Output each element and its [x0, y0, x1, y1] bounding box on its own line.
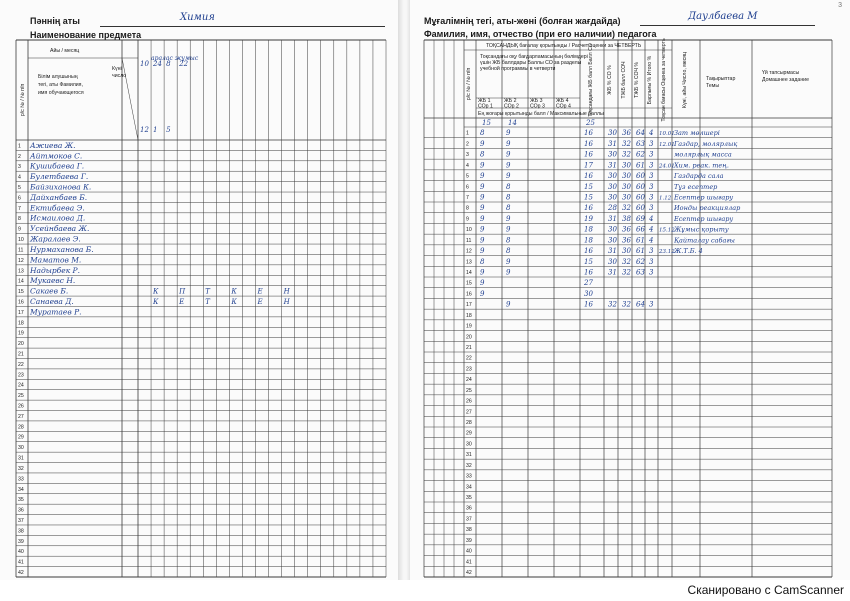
score-value: 17 — [584, 161, 593, 170]
score-value: 32 — [622, 300, 631, 309]
row-number: 20 — [466, 334, 472, 341]
absence-mark: Т — [205, 287, 210, 296]
row-number: 38 — [18, 528, 24, 535]
row-number: 9 — [466, 216, 469, 223]
score-value: 36 — [622, 129, 631, 138]
score-value: 9 — [480, 279, 485, 288]
subject-label-ru: Наименование предмета — [30, 30, 142, 40]
score-value: 16 — [584, 150, 593, 159]
row-number: 24 — [466, 377, 472, 384]
score-value: 30 — [608, 236, 617, 245]
row-number: 11 — [18, 247, 24, 254]
row-number: 11 — [466, 237, 472, 244]
student-name: Надырбек Р. — [30, 265, 80, 275]
score-value: 16 — [584, 300, 593, 309]
score-value: 4 — [649, 129, 654, 138]
sor-col: ЖБ 2 — [504, 98, 517, 104]
row-number: 16 — [466, 291, 472, 298]
score-value: 31 — [608, 214, 617, 223]
score-value: 60 — [636, 193, 645, 202]
lesson-topic: Зат мөлшері — [674, 129, 720, 138]
score-value: 4 — [649, 225, 654, 234]
row-number: 29 — [18, 434, 24, 441]
lesson-topic: Жұмыс қорыту — [674, 225, 729, 234]
sor-col: ЖБ 3 — [530, 98, 543, 104]
row-number: 7 — [18, 205, 21, 212]
lesson-topic: Есептер шығару — [674, 193, 734, 202]
student-name: Маматов М. — [30, 255, 82, 265]
student-name: Байзиханова К. — [30, 182, 92, 192]
row-number: 33 — [18, 476, 24, 483]
topic-header: Тақырыптар — [706, 76, 736, 82]
row-number: 38 — [466, 527, 472, 534]
row-number: 10 — [18, 237, 24, 244]
score-value: 3 — [649, 172, 654, 181]
row-number: 17 — [466, 302, 472, 309]
score-value: 3 — [649, 268, 654, 277]
score-value: 9 — [480, 172, 485, 181]
row-number: 8 — [466, 205, 469, 212]
score-value: 8 — [480, 150, 485, 159]
row-number: 13 — [466, 259, 472, 266]
score-value: 16 — [584, 172, 593, 181]
row-number: 42 — [18, 570, 24, 576]
score-value: 3 — [649, 204, 654, 213]
row-number: 23 — [18, 372, 24, 379]
score-value: 23.12 — [659, 249, 675, 256]
score-value: 30 — [622, 161, 631, 170]
score-value: 3 — [649, 150, 654, 159]
lesson-topic: Ж.Т.Б. 4 — [674, 247, 703, 256]
score-value: 30 — [622, 247, 631, 256]
date-value: 24 — [153, 60, 162, 68]
row-number: 36 — [18, 507, 24, 514]
row-number: 30 — [18, 445, 24, 452]
date-value: 22 — [179, 60, 189, 68]
score-value: 9 — [480, 204, 485, 213]
row-number: 19 — [18, 330, 24, 337]
lesson-topic: Газдар, молярлық — [674, 139, 738, 148]
row-number: 7 — [466, 195, 469, 201]
score-value: 66 — [636, 225, 645, 234]
score-value: 3 — [649, 300, 654, 309]
student-col-header: имя обучающегося — [38, 90, 84, 96]
vertical-col-header: Тоқсандағы ЖБ балл Балл СО — [588, 43, 594, 117]
row-number: 14 — [466, 270, 472, 276]
teacher-label-ru: Фамилия, имя, отчество (при его наличии) педагога — [424, 29, 657, 39]
sor-header: үшін ЖБ баллдары Баллы СО за разделы — [480, 60, 582, 66]
row-number: 39 — [466, 537, 472, 544]
student-name: Кушибаева Г. — [30, 161, 85, 171]
row-number: 34 — [466, 484, 472, 491]
score-value: 9 — [506, 214, 511, 223]
row-number: 21 — [18, 351, 24, 358]
score-value: 63 — [636, 268, 645, 277]
student-name: Мукаевс Н. — [30, 276, 76, 286]
date-sub: 1 — [153, 126, 158, 134]
row-number: 4 — [466, 162, 469, 169]
row-number: 1 — [466, 130, 469, 137]
vertical-col-header: ТЖБ % СОЧ % — [634, 62, 640, 98]
score-value: 9 — [480, 225, 485, 234]
student-name: Ектибаева Э. — [30, 203, 85, 213]
score-value: 63 — [636, 139, 645, 148]
score-value: 9 — [480, 182, 485, 191]
sor-col: СОр 4 — [556, 103, 571, 110]
row-number: 15 — [466, 280, 472, 287]
score-value: 32 — [622, 150, 631, 159]
score-value: 8 — [506, 247, 511, 256]
rownum-header: р/с № / № п/п — [20, 83, 26, 117]
score-value: 9 — [506, 172, 511, 181]
score-value: 30 — [622, 193, 631, 202]
score-value: 8 — [480, 129, 485, 138]
max-score: 25 — [586, 119, 595, 127]
row-number: 32 — [466, 462, 472, 469]
score-value: 9 — [506, 300, 511, 309]
score-value: 19 — [584, 214, 593, 223]
score-value: 9 — [480, 139, 485, 148]
student-col-header: Білім алушының — [38, 74, 78, 80]
score-value: 30 — [608, 225, 617, 234]
vertical-col-header: ТЖБ балл СОЧ — [621, 61, 627, 99]
absence-mark: Н — [283, 287, 290, 296]
homework-header: Үй тапсырмасы — [762, 70, 800, 76]
score-value: 32 — [622, 268, 631, 277]
row-number: 25 — [466, 387, 472, 394]
subject-label-kz: Пәннің аты — [30, 16, 80, 26]
score-value: 3 — [649, 247, 654, 256]
row-number: 37 — [466, 516, 472, 523]
sor-col: СОр 3 — [530, 103, 545, 110]
absence-mark: П — [179, 287, 186, 296]
vertical-col-header: Барлығы % Итого % — [647, 55, 653, 105]
score-value: 60 — [636, 182, 645, 191]
score-value: 3 — [649, 139, 654, 148]
score-value: 4 — [649, 236, 654, 245]
row-number: 3 — [466, 152, 469, 159]
sor-col: ЖБ 4 — [556, 98, 569, 104]
score-value: 30 — [608, 129, 617, 138]
score-value: 16 — [584, 247, 593, 256]
topic-header: Темы — [706, 83, 720, 89]
sor-col: СОр 2 — [504, 103, 519, 110]
student-name: Усейнбаева Ж. — [30, 224, 90, 234]
row-number: 23 — [466, 366, 472, 373]
absence-mark: Е — [257, 287, 263, 296]
row-number: 14 — [18, 278, 24, 285]
quarter-header: ТОҚСАНДЫҚ бағалау қорытынды / Расчет оценки за ЧЕТВЕРТЬ — [486, 43, 642, 49]
row-number: 40 — [466, 548, 472, 555]
score-value: 8 — [506, 193, 511, 202]
score-value: 9 — [506, 150, 511, 159]
score-value: 10.01 — [659, 131, 675, 138]
lesson-topic: Хим. реак. тең. — [674, 161, 729, 170]
absence-mark: К — [153, 297, 159, 306]
score-value: 62 — [636, 150, 645, 159]
score-value: 61 — [636, 236, 645, 245]
student-name: Нурмаханова Б. — [30, 244, 94, 254]
row-number: 12 — [466, 248, 472, 255]
row-number: 18 — [466, 312, 472, 319]
row-number: 22 — [18, 361, 24, 368]
lesson-topic: Қайталау сабағы — [674, 236, 735, 245]
row-number: 33 — [466, 473, 472, 480]
student-name: Санаева Д. — [30, 296, 74, 306]
row-number: 5 — [18, 185, 21, 192]
score-value: 9 — [506, 257, 511, 266]
score-value: 36 — [622, 236, 631, 245]
student-name: Жаралаев Э. — [30, 234, 81, 244]
row-number: 42 — [466, 570, 472, 576]
max-label: Ең жоғары қорытынды балл / Максимальные баллы — [478, 111, 604, 117]
score-value: 15 — [584, 182, 593, 191]
row-number: 39 — [18, 538, 24, 545]
row-number: 18 — [18, 320, 24, 327]
score-value: 64 — [636, 300, 645, 309]
teacher-label-kz: Мұғалімнің тегі, аты-жөні (болған жағдайда) — [424, 16, 621, 26]
row-number: 4 — [18, 174, 21, 181]
sor-header: Тоқсандағы оқу бағдарламасының бөлімдері — [480, 54, 588, 60]
score-value: 64 — [636, 129, 645, 138]
rownum-header: р/с № / № п/п — [466, 67, 472, 101]
score-value: 8 — [506, 204, 511, 213]
score-value: 30 — [608, 182, 617, 191]
student-name: Айтмоков С. — [30, 151, 83, 161]
score-value: 3 — [649, 257, 654, 266]
date-value: 8 — [166, 60, 171, 68]
row-number: 9 — [18, 226, 21, 233]
absence-mark: Т — [205, 297, 210, 306]
row-number: 41 — [466, 559, 472, 566]
score-value: 36 — [622, 225, 631, 234]
row-number: 10 — [466, 227, 472, 234]
score-value: 31 — [608, 139, 617, 148]
score-value: 61 — [636, 161, 645, 170]
row-number: 2 — [18, 153, 21, 160]
score-value: 4 — [649, 214, 654, 223]
row-number: 13 — [18, 268, 24, 275]
score-value: 9 — [480, 214, 485, 223]
row-number: 32 — [18, 465, 24, 472]
score-value: 9 — [506, 139, 511, 148]
row-number: 15 — [18, 289, 24, 296]
row-number: 31 — [466, 452, 472, 459]
score-value: 3 — [649, 161, 654, 170]
homework-header: Домашнее задание — [762, 77, 809, 83]
page-mark: 3 — [838, 2, 842, 9]
score-value: 30 — [622, 172, 631, 181]
row-number: 6 — [18, 195, 21, 202]
lesson-topic: Ионды реакциялар — [674, 204, 741, 213]
score-value: 27 — [584, 279, 593, 288]
score-value: 60 — [636, 204, 645, 213]
score-value: 15.12 — [659, 227, 675, 234]
score-value: 18 — [584, 225, 593, 234]
score-value: 69 — [636, 214, 645, 223]
score-value: 24.01 — [659, 163, 675, 170]
score-value: 31 — [608, 247, 617, 256]
score-value: 9 — [480, 268, 485, 277]
row-number: 41 — [18, 559, 24, 566]
student-col-header: тегі, аты Фамилия, — [38, 82, 83, 88]
row-number: 26 — [466, 398, 472, 405]
date-sub: 5 — [166, 126, 171, 134]
row-number: 1 — [18, 143, 21, 150]
row-number: 24 — [18, 382, 24, 389]
row-number: 36 — [466, 505, 472, 512]
row-number: 20 — [18, 341, 24, 348]
score-value: 3 — [649, 182, 654, 191]
student-name: Муратаев Р. — [30, 307, 82, 317]
topic-note: аралас жұмыс — [151, 55, 199, 62]
vertical-col-header: Тоқсан бағасы Оценка за четверть — [661, 38, 667, 122]
score-value: 9 — [480, 161, 485, 170]
lesson-topic: Есептер шығару — [674, 214, 734, 223]
score-value: 61 — [636, 247, 645, 256]
row-number: 26 — [18, 403, 24, 410]
score-value: 9 — [506, 129, 511, 138]
score-value: 1.12 — [659, 195, 672, 202]
lesson-topic: Тұз есептер — [674, 182, 718, 191]
row-number: 40 — [18, 549, 24, 556]
max-score: 15 — [482, 119, 491, 127]
row-number: 6 — [466, 184, 469, 191]
row-number: 5 — [466, 173, 469, 180]
day-corner-diagonal — [122, 58, 138, 140]
max-score: 14 — [508, 119, 517, 127]
score-value: 31 — [608, 268, 617, 277]
score-value: 30 — [608, 193, 617, 202]
score-value: 9 — [480, 289, 485, 298]
lesson-topic: молярлық масса — [674, 150, 732, 159]
row-number: 27 — [18, 413, 24, 420]
row-number: 17 — [18, 309, 24, 316]
scanner-stamp: Сканировано с CamScanner — [687, 583, 844, 597]
row-number: 30 — [466, 441, 472, 448]
month-label: Айы / месяц — [50, 48, 80, 54]
subject-value: Химия — [180, 12, 215, 23]
score-value: 8 — [480, 257, 485, 266]
score-value: 9 — [480, 193, 485, 202]
score-value: 9 — [506, 268, 511, 277]
score-value: 18 — [584, 236, 593, 245]
row-number: 21 — [466, 345, 472, 351]
absence-mark: Н — [283, 297, 290, 306]
score-value: 30 — [608, 257, 617, 266]
score-value: 30 — [584, 289, 593, 298]
sor-header: учебной программы в четверти — [480, 66, 556, 72]
day-col-header: число — [112, 73, 127, 79]
score-value: 16 — [584, 129, 593, 138]
vertical-col-header: Күні, айы Число, месяц — [682, 51, 688, 109]
score-value: 8 — [506, 182, 511, 191]
score-value: 9 — [480, 247, 485, 256]
score-value: 9 — [480, 236, 485, 245]
row-number: 8 — [18, 216, 21, 223]
date-value: 10 — [140, 60, 149, 68]
teacher-value: Даулбаева М — [688, 11, 758, 22]
score-value: 12.01 — [659, 141, 675, 148]
score-value: 30 — [608, 172, 617, 181]
row-number: 29 — [466, 430, 472, 437]
score-value: 9 — [506, 225, 511, 234]
score-value: 16 — [584, 139, 593, 148]
row-number: 16 — [18, 299, 24, 306]
score-value: 60 — [636, 172, 645, 181]
score-value: 30 — [608, 150, 617, 159]
score-value: 16 — [584, 268, 593, 277]
sor-col: СОр 1 — [478, 103, 493, 110]
score-value: 30 — [622, 182, 631, 191]
student-name: Булетбаева Г. — [30, 172, 89, 182]
score-value: 15 — [584, 193, 593, 202]
score-value: 62 — [636, 257, 645, 266]
score-value: 28 — [608, 204, 617, 213]
row-number: 27 — [466, 409, 472, 416]
score-value: 3 — [649, 193, 654, 202]
score-value: 32 — [622, 257, 631, 266]
score-value: 32 — [622, 139, 631, 148]
score-value: 32 — [608, 300, 617, 309]
absence-mark: К — [153, 287, 159, 296]
score-value: 32 — [622, 204, 631, 213]
row-number: 2 — [466, 141, 469, 148]
row-number: 3 — [18, 164, 21, 171]
row-number: 25 — [18, 393, 24, 400]
row-number: 35 — [18, 497, 24, 504]
date-sub: 12 — [140, 126, 149, 134]
day-col-header: Күні — [112, 66, 122, 72]
row-number: 28 — [466, 420, 472, 426]
vertical-col-header: ЖБ % СО % — [607, 65, 613, 95]
score-value: 8 — [506, 236, 511, 245]
row-number: 31 — [18, 455, 24, 462]
score-value: 38 — [622, 214, 631, 223]
row-number: 28 — [18, 424, 24, 431]
row-number: 19 — [466, 323, 472, 330]
score-value: 15 — [584, 257, 593, 266]
absence-mark: К — [231, 297, 237, 306]
score-value: 16 — [584, 204, 593, 213]
row-number: 35 — [466, 495, 472, 501]
row-number: 34 — [18, 486, 24, 493]
student-name: Сакаев Б. — [30, 286, 69, 296]
student-name: Дайханбаев Б. — [30, 192, 88, 202]
absence-mark: К — [231, 287, 237, 296]
sor-col: ЖБ 1 — [478, 98, 491, 104]
absence-mark: Е — [257, 297, 263, 306]
score-value: 31 — [608, 161, 617, 170]
student-name: Ажиева Ж. — [30, 140, 76, 150]
row-number: 12 — [18, 257, 24, 264]
score-value: 9 — [506, 161, 511, 170]
student-name: Исмаилова Д. — [30, 213, 86, 223]
absence-mark: Е — [179, 297, 185, 306]
row-number: 22 — [466, 355, 472, 362]
row-number: 37 — [18, 517, 24, 524]
lesson-topic: Газдарда сала — [674, 172, 724, 181]
